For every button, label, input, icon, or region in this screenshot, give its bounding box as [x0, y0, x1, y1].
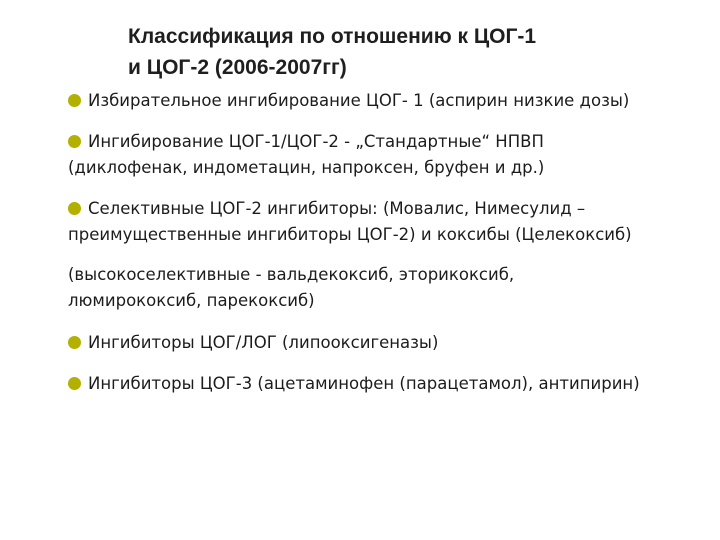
list-item-text: (диклофенак, индометацин, напроксен, бруфен и др.) — [68, 158, 545, 177]
slide-title-line-2: и ЦОГ-2 (2006-2007гг) — [128, 56, 347, 79]
slide-title — [128, 21, 688, 83]
list-item-text: Селективные ЦОГ-2 ингибиторы: (Мовалис, Нимесулид – — [88, 199, 586, 218]
bullet-icon — [68, 135, 81, 148]
list-item-selective-cox1 — [68, 88, 708, 114]
list-item-text: Ингибиторы ЦОГ/ЛОГ (липооксигеназы) — [88, 333, 439, 352]
classification-list — [68, 88, 708, 397]
bullet-icon — [68, 336, 81, 349]
list-item-cox-lox — [68, 330, 708, 356]
list-item-text: (высокоселективные - вальдекоксиб, эторикоксиб, — [68, 265, 515, 284]
list-item-highly-selective-note — [68, 262, 708, 314]
bullet-icon — [68, 377, 81, 390]
list-item-text: люмирококсиб, парекоксиб) — [68, 291, 315, 310]
list-item-text: Ингибирование ЦОГ-1/ЦОГ-2 - „Стандартные“ НПВП — [88, 132, 544, 151]
slide-title-line-1: Классификация по отношению к ЦОГ-1 — [128, 25, 537, 48]
list-item-cox1-cox2 — [68, 129, 708, 181]
bullet-icon — [68, 94, 81, 107]
list-item-cox3 — [68, 371, 708, 397]
list-item-text: преимущественные ингибиторы ЦОГ-2) и коксибы (Целекоксиб) — [68, 225, 632, 244]
list-item-text: Избирательное ингибирование ЦОГ- 1 (аспирин низкие дозы) — [88, 91, 630, 110]
bullet-icon — [68, 202, 81, 215]
list-item-selective-cox2 — [68, 196, 708, 248]
list-item-text: Ингибиторы ЦОГ-3 (ацетаминофен (парацетамол), антипирин) — [88, 374, 640, 393]
